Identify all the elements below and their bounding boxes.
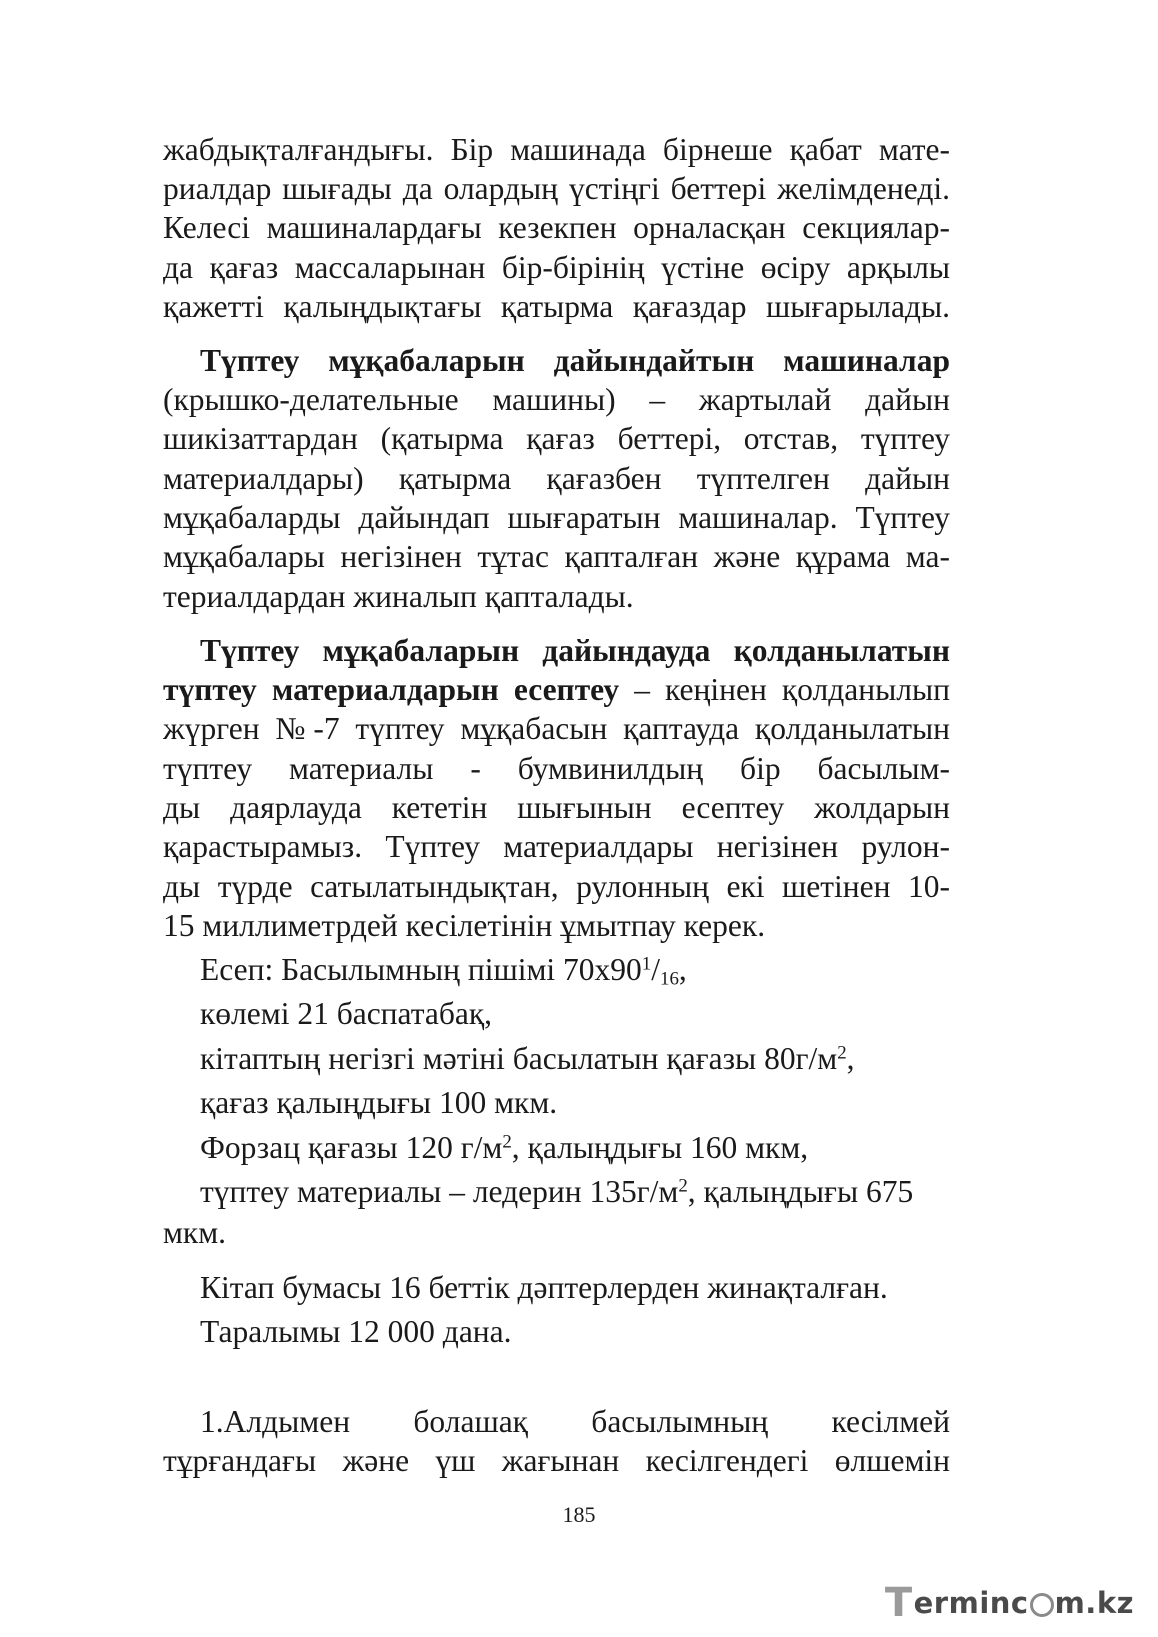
- task-material-text: түптеу материалы – ледерин 135г/м: [200, 1174, 679, 1209]
- paragraph-2-line-2: шикізаттардан (қатырма қағаз беттері, отстав, түптеу: [163, 421, 950, 456]
- task-thickness: қағаз қалыңдығы 100 мкм.: [200, 1085, 558, 1120]
- task-volume: көлемі 21 баспатабақ,: [200, 996, 493, 1031]
- paragraph-2-line-3: материалдары) қатырма қағазбен түптелген дайын: [163, 461, 950, 496]
- paragraph-2-line-6: териалдардан жиналып қапталады.: [163, 579, 634, 614]
- paragraph-3-line-7: ды түрде сатылатындықтан, рулонның екі шетінен 10-: [163, 869, 950, 904]
- paragraph-2-line-4: мұқабаларды дайындап шығаратын машиналар. Түптеу: [163, 500, 950, 535]
- task-paper-sup: 2: [837, 1042, 847, 1064]
- task-format-sub: 16: [660, 968, 679, 990]
- task-paper: [200, 1039, 950, 1079]
- paragraph-1-line-1: жабдықталғандығы. Бір машинада бірнеше қабат мате-: [163, 132, 950, 167]
- paragraph-1-line-5: қажетті қалыңдықтағы қатырма қағаздар шығарылады.: [163, 289, 950, 324]
- paragraph-3-heading-line-1: Түптеу мұқабаларын дайындауда қолданылатын: [200, 633, 950, 668]
- task-format: [200, 950, 950, 990]
- termincom-watermark: [884, 1580, 1134, 1626]
- task-forzac-text: Форзац қағазы 120 г/м: [200, 1130, 503, 1165]
- paragraph-3-line-2: [163, 670, 950, 710]
- page-number: 185: [562, 1502, 596, 1527]
- watermark-part1: erminc: [913, 1586, 1029, 1620]
- task-forzac-end: , қалыңдығы 160 мкм,: [511, 1130, 809, 1165]
- task-circulation: Таралымы 12 000 дана.: [200, 1314, 512, 1349]
- task-format-text: Есеп: Басылымның пішімі 70х90: [200, 952, 642, 987]
- task-format-end: ,: [678, 952, 687, 987]
- task-format-sup: 1: [641, 953, 652, 975]
- paragraph-3-line-3: жүрген №-7 түптеу мұқабасын қаптауда қолданылатын: [163, 711, 950, 746]
- paragraph-2-heading: Түптеу мұқабаларын дайындайтын машиналар: [200, 343, 950, 378]
- task-forzac: [200, 1128, 950, 1168]
- task-format-slash: /: [651, 952, 661, 987]
- paragraph-2-line-1: (крышко-делательные машины) – жартылай дайын: [163, 382, 950, 417]
- step-1-line-2: тұрғандағы және үш жағынан кесілгендегі өлшемін: [163, 1443, 950, 1478]
- magnifier-icon: [1030, 1593, 1054, 1617]
- paragraph-3-line-2-rest: – кеңінен қолданылып: [619, 672, 950, 707]
- task-forzac-sup: 2: [502, 1131, 512, 1153]
- task-paper-text: кітаптың негізгі мәтіні басылатын қағазы 80г/м: [200, 1041, 838, 1076]
- task-material-end: , қалыңдығы 675: [687, 1174, 914, 1209]
- step-1-line-1: 1.Алдымен болашақ басылымның кесілмей: [200, 1404, 950, 1439]
- watermark-t: T: [884, 1580, 913, 1626]
- task-material-cont: мкм.: [163, 1215, 227, 1250]
- task-block: Кітап бумасы 16 беттік дәптерлерден жинақталған.: [200, 1270, 888, 1305]
- paragraph-3-line-8: 15 миллиметрдей кесілетінін ұмытпау керек.: [163, 908, 766, 943]
- paragraph-1-line-3: Келесі машиналардағы кезекпен орналасқан секциялар-: [163, 210, 950, 245]
- task-paper-end: ,: [846, 1041, 855, 1076]
- paragraph-1-line-4: да қағаз массаларынан бір-бірінің үстіне өсіру арқылы: [163, 250, 950, 285]
- task-material-sup: 2: [678, 1175, 688, 1197]
- paragraph-3-line-6: қарастырамыз. Түптеу материалдары негізінен рулон-: [163, 829, 950, 864]
- paragraph-1-line-2: риалдар шығады да олардың үстіңгі беттері желімденеді.: [163, 171, 950, 206]
- paragraph-3-line-4: түптеу материалы - бумвинилдың бір басылым-: [163, 751, 950, 786]
- paragraph-3-heading-line-2: түптеу материалдарын есептеу: [163, 672, 620, 707]
- paragraph-3-line-5: ды даярлауда кететін шығынын есептеу жолдарын: [163, 790, 950, 825]
- paragraph-2-line-5: мұқабалары негізінен тұтас қапталған және құрама ма-: [163, 539, 950, 574]
- watermark-part2: m.kz: [1054, 1586, 1134, 1620]
- task-material: [200, 1172, 950, 1212]
